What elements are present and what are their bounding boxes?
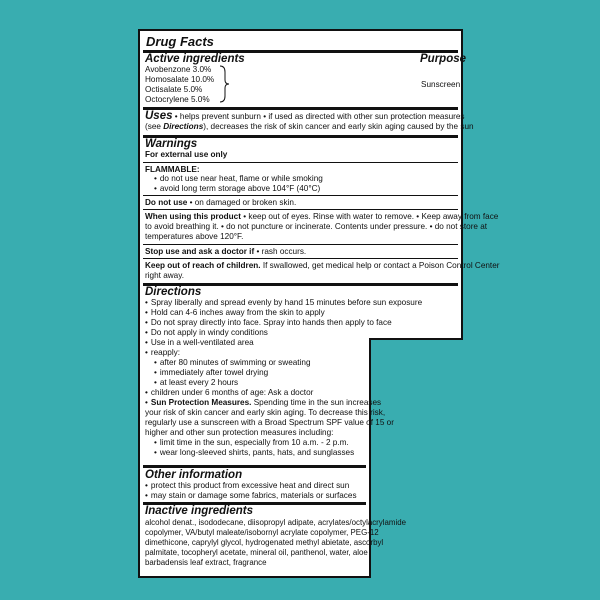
inactive-line: palmitate, tocopheryl acetate, mineral oil, panthenol, water, aloe: [145, 548, 368, 557]
directions-heading: Directions: [145, 286, 202, 298]
keep-out-line-1: If swallowed, get medical help or contact a Poison Control Center: [260, 261, 500, 270]
when-using-line-3: temperatures above 120°F.: [145, 232, 244, 241]
inactive-line: dimethicone, caprylyl glycol, hydrogenated methyl abietate, ascorbyl: [145, 538, 384, 547]
sun-protection-line-1: Spending time in the sun increases: [251, 398, 382, 407]
keep-out-label: Keep out of reach of children.: [145, 261, 261, 270]
warnings-rule-5: [143, 258, 458, 259]
other-information-heading: Other information: [145, 469, 243, 481]
uses-directions-ref: Directions: [163, 122, 204, 131]
active-ingredient: Avobenzone 3.0%: [145, 65, 212, 74]
active-ingredients-heading: Active ingredients: [145, 53, 245, 65]
sun-protection-line-3: regularly use a sunscreen with a Broad Spectrum SPF value of 15 or: [145, 418, 394, 427]
reapply-item: • immediately after towel drying: [145, 368, 422, 378]
reapply-item: • after 80 minutes of swimming or sweating: [145, 358, 422, 368]
do-not-use-detail: • on damaged or broken skin.: [187, 198, 297, 207]
active-ingredient: Octocrylene 5.0%: [145, 95, 210, 104]
purpose-heading: Purpose: [420, 53, 467, 65]
warnings-rule-3: [143, 209, 458, 210]
warnings-heading: Warnings: [145, 138, 198, 150]
when-using-line-1: • keep out of eyes. Rinse with water to remove. • Keep away from face: [240, 212, 499, 221]
inactive-ingredients-heading: Inactive ingredients: [145, 505, 254, 517]
when-using-label: When using this product: [145, 212, 241, 221]
keep-out-text: [145, 261, 500, 281]
stop-use-label: Stop use and ask a doctor if: [145, 247, 255, 256]
sun-protection-label: Sun Protection Measures.: [150, 398, 252, 407]
sun-protection-item: • wear long-sleeved shirts, pants, hats, and sunglasses: [145, 448, 422, 458]
directions-end-rule: [143, 465, 366, 468]
flammable-label: FLAMMABLE:: [145, 165, 200, 174]
keep-out-line-2: right away.: [145, 271, 184, 280]
sun-protection-item: • limit time in the sun, especially from 10 a.m. - 2 p.m.: [145, 438, 422, 448]
uses-line-2a: (see: [145, 122, 164, 131]
inactive-line: alcohol denat., isododecane, diisopropyl adipate, acrylates/octylacrylamide: [145, 518, 406, 527]
directions-item: • Use in a well-ventilated area: [145, 338, 422, 348]
directions-list: [145, 298, 422, 458]
uses-line-2c: ), decreases the risk of skin cancer and early skin aging caused by the sun: [203, 122, 474, 131]
warnings-rule-4: [143, 244, 458, 245]
other-information-list: [145, 481, 357, 501]
inactive-ingredients-list: [145, 518, 406, 568]
do-not-use-label: Do not use: [145, 198, 188, 207]
uses-section: [145, 111, 474, 132]
other-information-item: • protect this product from excessive heat and direct sun: [145, 481, 357, 491]
active-ingredient: Homosalate 10.0%: [145, 75, 215, 84]
uses-line-1: • helps prevent sunburn • if used as directed with other sun protection measures: [174, 112, 465, 121]
purpose-text: Sunscreen: [421, 80, 461, 89]
flammable-item: • avoid long term storage above 104°F (40°C): [154, 184, 323, 194]
flammable-item: • do not use near heat, flame or while smoking: [154, 174, 323, 184]
external-use-text: For external use only: [145, 150, 228, 159]
drug-facts-title: Drug Facts: [146, 34, 214, 49]
other-information-item: • may stain or damage some fabrics, materials or surfaces: [145, 491, 357, 501]
stop-use-text: [145, 247, 306, 257]
when-using-text: [145, 212, 498, 242]
directions-item: • reapply:: [145, 348, 422, 358]
when-using-line-2: to avoid breathing it. • do not puncture or incinerate. Contents under pressure. • do not store at: [145, 222, 488, 231]
flammable-list: [154, 174, 323, 194]
sun-protection-line-4: higher and other sun protection measures including:: [145, 428, 334, 437]
inactive-line: barbadensis leaf extract, fragrance: [145, 558, 267, 567]
directions-item: • Hold can 4-6 inches away from the skin to apply: [145, 308, 422, 318]
directions-item: • Do not spray directly into face. Spray into hands then apply to face: [145, 318, 422, 328]
active-rule: [143, 107, 458, 110]
stop-use-detail: • rash occurs.: [254, 247, 307, 256]
inactive-line: copolymer, VA/butyl maleate/isobornyl acrylate copolymer, PEG-12: [145, 528, 379, 537]
sun-protection-line-2: your risk of skin cancer and early skin aging. To decrease this risk,: [145, 408, 386, 417]
active-ingredient: Octisalate 5.0%: [145, 85, 203, 94]
reapply-item: • at least every 2 hours: [145, 378, 422, 388]
do-not-use-text: [145, 198, 296, 208]
warnings-rule-2: [143, 195, 458, 196]
active-ingredients-list: [145, 65, 214, 105]
warnings-rule-1: [143, 162, 458, 163]
uses-heading: Uses: [145, 110, 173, 122]
directions-item: • Do not apply in windy conditions: [145, 328, 422, 338]
directions-item: • Spray liberally and spread evenly by hand 15 minutes before sun exposure: [145, 298, 422, 308]
children-item: • children under 6 months of age: Ask a doctor: [145, 388, 422, 398]
